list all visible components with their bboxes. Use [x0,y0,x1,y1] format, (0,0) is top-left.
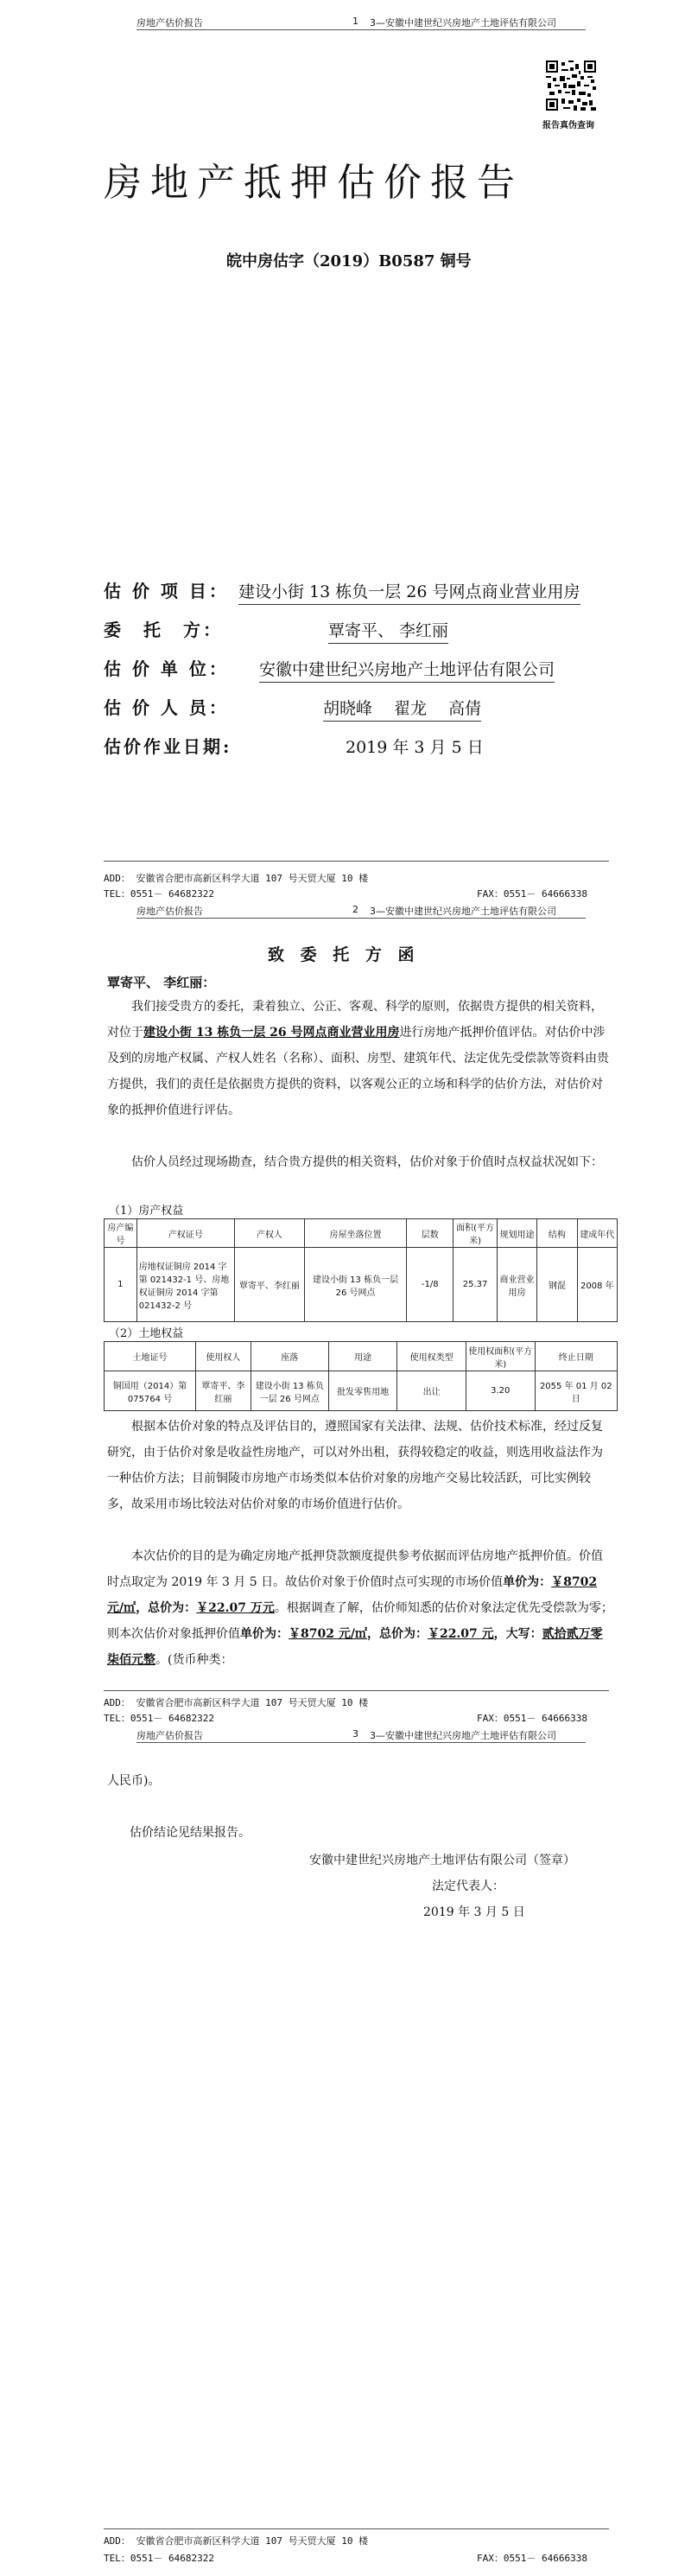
field-label-client: 委 托 方： [104,620,223,640]
footer-address: ADD： 安徽省合肥市高新区科学大道 107 号天贸大厦 10 楼 [104,1697,369,1708]
header-left: 房地产估价报告 [136,906,203,917]
letter-title: 致 委 托 方 函 [268,945,420,964]
header-right: 3—安徽中建世纪兴房地产土地评估有限公司 [370,906,556,917]
mortgage-total-value: ￥22.07 元 [427,1627,494,1641]
table-header-row: 土地证号 使用权人 座落 用途 使用权类型 使用权面积(平方米) 终止日期 [105,1342,618,1371]
footer-fax: FAX：0551－ 64666338 [477,2553,587,2564]
salutation: 覃寄平、 李红丽： [107,975,216,990]
conclusion-note: 估价结论见结果报告。 [130,1826,251,1840]
header-page: 1 [352,16,358,27]
table-row: 铜国用（2014）第 075764 号 覃寄平、李红丽 建设小街 13 栋负一层 26 号网点 批发零售用地 出让 3.20 2055 年 01 月 02 日 [105,1371,618,1411]
footer-tel: TEL：0551－ 64682322 [104,888,214,900]
field-label-work-date: 估价作业日期: [104,736,232,757]
unit-price-label: 单价为： [503,1575,552,1589]
field-value-appraisers: 胡晓峰 翟龙 高倩 [323,696,481,722]
paragraph-survey: 估价人员经过现场勘查，结合贵方提供的相关资料，估价对象于价值时点权益状况如下： [131,1155,603,1169]
uppercase-label: ，大写： [493,1627,542,1641]
mortgage-total-label: ，总价为： [366,1627,428,1641]
paragraph-method: 根据本估价对象的特点及评估目的，遵照国家有关法律、法规、估价技术标准，经过反复研究，由于估价对象是收益性房地产，可以对外出租，获得较稳定的收益，则选用收益法作为一种估价方法；目前铜陵市房地产市场类似本估价对象的房地产交易比较活跃，可比实例较多，故采用市场比较法对估价对象的市场价值进行估价。 [107,1420,603,1511]
header-right: 3—安徽中建世纪兴房地产土地评估有限公司 [370,17,556,29]
field-value-work-date: 2019 年 3 月 5 日 [346,738,484,757]
footer-address: ADD： 安徽省合肥市高新区科学大道 107 号天贸大厦 10 楼 [104,873,369,884]
field-label-appraiser-org: 估 价 单 位： [104,658,229,679]
report-title: 房地产抵押估价报告 [104,161,523,205]
qr-code-icon [546,60,596,111]
field-value-client: 覃寄平、 李红丽 [328,618,448,644]
paragraph-valuation: 本次估价的目的是为确定房地产抵押贷款额度提供参考依据而评估房地产抵押价值。价值时点取定为 2019 年 3 月 5 日。故估价对象于价值时点可实现的市场价值单价为：￥8702 元/㎡，总价为：￥22.07 万元。根据调查了解，估价师知悉的估价对象法定优先受偿款为零；则本次估价对象抵押价值单价为：￥8702 元/㎡，总价为：￥22.07 元，大写：贰拾贰万零柒佰元整。(货币种类： [107,1549,613,1667]
footer-tel: TEL：0551－ 64682322 [104,2553,214,2564]
footer-divider [104,2528,609,2529]
house-rights-table [104,1218,618,1322]
signature-company: 安徽中建世纪兴房地产土地评估有限公司（签章） [309,1854,575,1867]
footer-fax: FAX：0551－ 64666338 [477,1713,587,1724]
paragraph-commission: 我们接受贵方的委托，秉着独立、公正、客观、科学的原则，依据贵方提供的相关资料，对位于建设小街 13 栋负一层 26 号网点商业营业用房进行房地产抵押价值评估。对估价中涉及到的房地产权属、产权人姓名（名称）、面积、房型、建筑年代、法定优先受偿款等资料由贵方提供，我们的责任是依据贵方提供的资料，以客观公正的立场和科学的估价方法，对估价对象的抵押价值进行评估。 [107,1000,609,1117]
uppercase-value: 贰拾贰万零柒佰元整 [107,1627,603,1667]
page1-header [136,16,586,30]
footer-address: ADD： 安徽省合肥市高新区科学大道 107 号天贸大厦 10 楼 [104,2535,369,2547]
table-header-row: 房产编号 产权证号 产权人 房屋坐落位置 层数 面积(平方米) 规划用途 结构 建成年代 [105,1219,618,1248]
property-name: 建设小街 13 栋负一层 26 号网点商业营业用房 [143,1026,400,1040]
signature-representative: 法定代表人： [432,1880,504,1893]
continuation-text: 人民币)。 [107,1774,161,1788]
field-label-project: 估 价 项 目： [104,581,229,601]
footer-fax: FAX：0551－ 64666338 [477,888,587,900]
page2-header [136,904,586,919]
qr-caption: 报告真伪查询 [542,121,594,130]
table-row: 1 房地权证铜房 2014 字第 021432-1 号、房地权证铜房 2014 字第 021432-2 号 覃寄平、李红丽 建设小街 13 栋负一层 26 号网点 -1/8 25.37 商业营业用房 钢混 2008 年 [105,1248,618,1322]
land-rights-table [104,1341,618,1411]
header-page: 3 [352,1728,358,1740]
total-label: ，总价为： [136,1601,197,1615]
header-left: 房地产估价报告 [136,17,203,29]
footer-divider [104,1690,609,1691]
section-land-rights: （2）土地权益 [109,1327,184,1340]
field-value-appraiser-org: 安徽中建世纪兴房地产土地评估有限公司 [259,657,555,683]
document-number: 皖中房估字（2019）B0587 铜号 [226,252,472,270]
header-left: 房地产估价报告 [136,1730,203,1741]
section-house-rights: （1）房产权益 [109,1205,184,1218]
footer-divider [104,861,609,862]
mortgage-unit-price-label: 单价为： [240,1627,289,1641]
field-value-project: 建设小街 13 栋负一层 26 号网点商业营业用房 [238,579,580,605]
header-right: 3—安徽中建世纪兴房地产土地评估有限公司 [370,1730,556,1741]
signature-date: 2019 年 3 月 5 日 [423,1905,525,1919]
page3-header [136,1728,586,1743]
header-page: 2 [352,904,358,915]
mortgage-unit-price-value: ￥8702 元/㎡ [289,1627,367,1641]
total-value: ￥22.07 万元 [196,1601,275,1615]
field-label-appraisers: 估 价 人 员： [104,697,229,718]
unit-price-value: ￥8702 元/㎡ [107,1575,598,1615]
footer-tel: TEL：0551－ 64682322 [104,1713,214,1724]
